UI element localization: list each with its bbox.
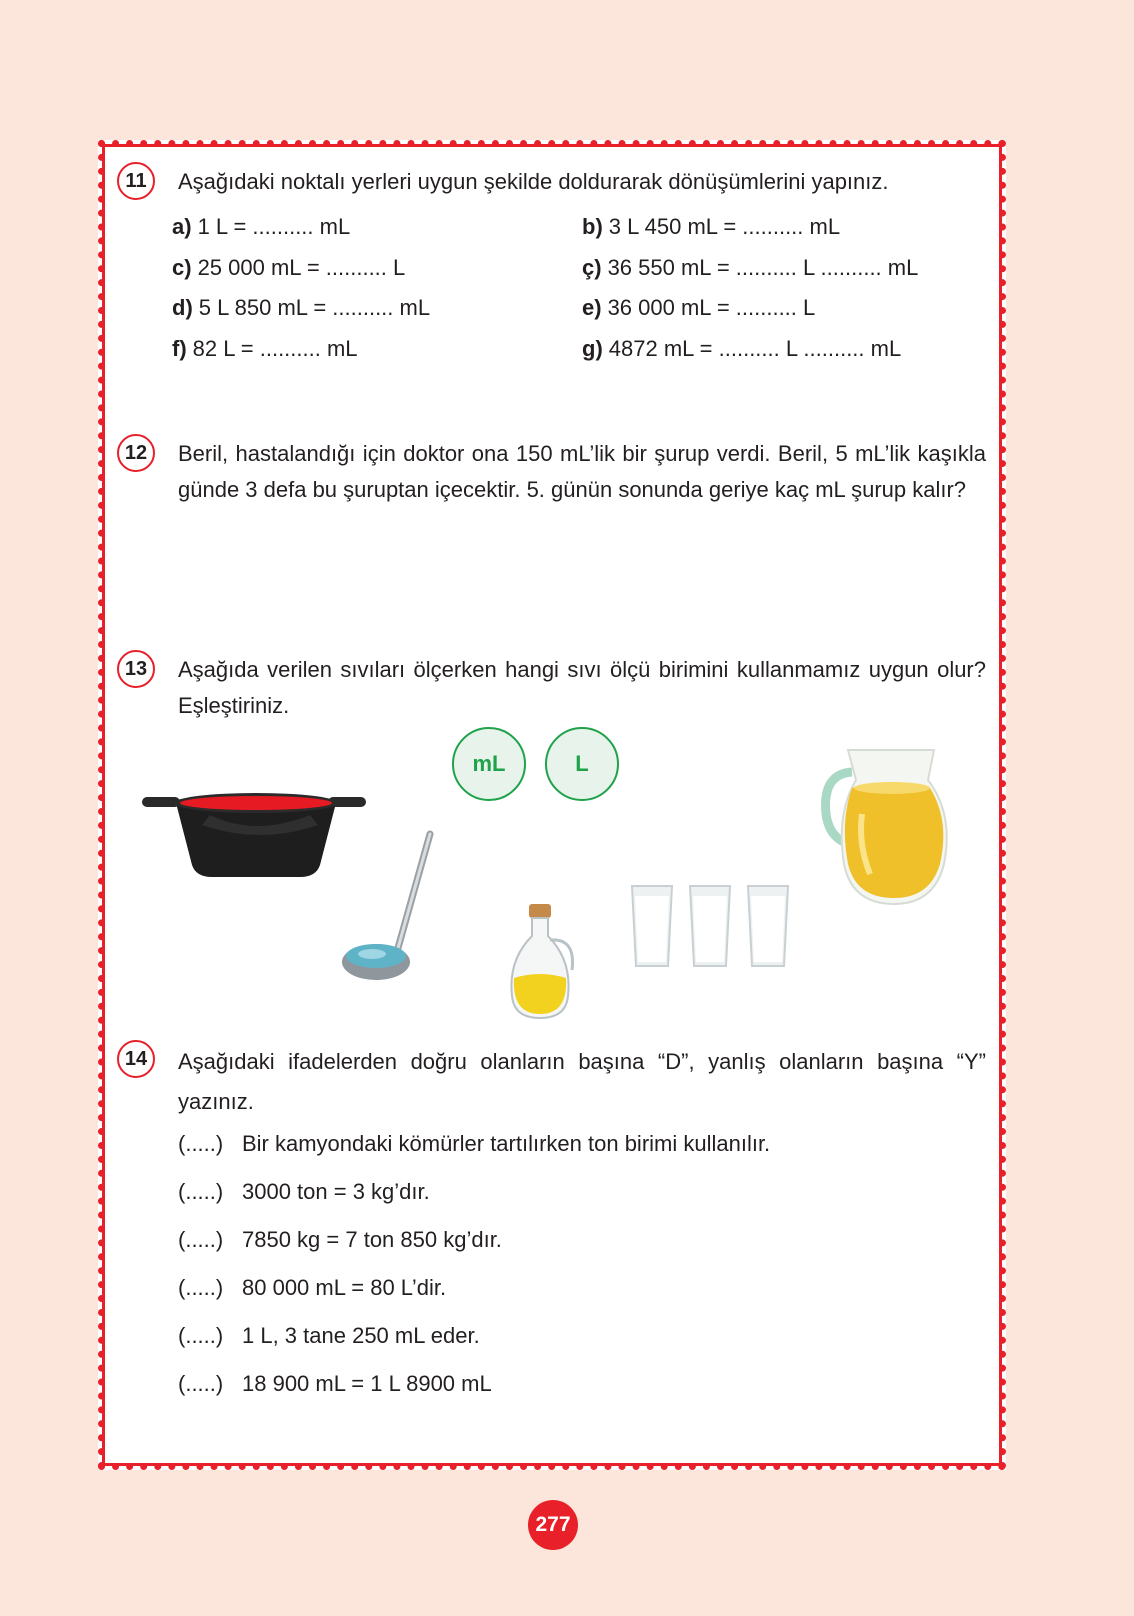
question-number-14: 14 <box>117 1040 155 1078</box>
q11-item-g: g) 4872 mL = .......... L .......... mL <box>582 336 902 361</box>
question-14-text: Aşağıdaki ifadelerden doğru olanların başına “D”, yanlış olanların başına “Y” yazınız. <box>178 1049 986 1114</box>
q11-item-c: c) 25 000 mL = .......... L <box>172 255 406 280</box>
answer-blank[interactable]: (.....) <box>178 1275 224 1300</box>
ladle-image[interactable] <box>336 828 446 988</box>
q11-item-e: e) 36 000 mL = .......... L <box>582 295 816 320</box>
question-12-text: Beril, hastalandığı için doktor ona 150 mL’lik bir şurup verdi. Beril, 5 mL’lik kaşıkla günde 3 defa bu şuruptan içecektir. 5. günün sonunda geriye kaç mL şurup kalır? <box>178 441 986 502</box>
tf-statement: (.....) 7850 kg = 7 ton 850 kg’dır. <box>178 1225 502 1255</box>
tf-statement: (.....) 80 000 mL = 80 L’dir. <box>178 1273 446 1303</box>
tf-statement: (.....) 18 900 mL = 1 L 8900 mL <box>178 1369 492 1399</box>
q11-item-a: a) 1 L = .......... mL <box>172 214 351 239</box>
question-number-13: 13 <box>117 650 155 688</box>
q11-item-b: b) 3 L 450 mL = .......... mL <box>582 214 841 239</box>
juice-jug-image[interactable] <box>812 744 954 912</box>
tf-statement: (.....) 3000 ton = 3 kg’dır. <box>178 1177 430 1207</box>
unit-ml-circle[interactable]: mL <box>452 727 526 801</box>
oil-bottle-image[interactable] <box>500 900 582 1025</box>
tf-statement: (.....) 1 L, 3 tane 250 mL eder. <box>178 1321 480 1351</box>
question-11-text: Aşağıdaki noktalı yerleri uygun şekilde doldurarak dönüşümlerini yapınız. <box>178 169 889 194</box>
milk-glasses-image[interactable] <box>628 882 794 972</box>
answer-blank[interactable]: (.....) <box>178 1227 224 1252</box>
tf-statement: (.....) Bir kamyondaki kömürler tartılırken ton birimi kullanılır. <box>178 1129 770 1159</box>
question-number-11: 11 <box>117 162 155 200</box>
answer-blank[interactable]: (.....) <box>178 1371 224 1396</box>
q11-item-cc: ç) 36 550 mL = .......... L .......... mL <box>582 255 919 280</box>
answer-blank[interactable]: (.....) <box>178 1323 224 1348</box>
answer-blank[interactable]: (.....) <box>178 1131 224 1156</box>
unit-l-circle[interactable]: L <box>545 727 619 801</box>
answer-blank[interactable]: (.....) <box>178 1179 224 1204</box>
q11-item-f: f) 82 L = .......... mL <box>172 336 358 361</box>
page-number: 277 <box>528 1500 578 1550</box>
q11-item-d: d) 5 L 850 mL = .......... mL <box>172 295 431 320</box>
question-13-text: Aşağıda verilen sıvıları ölçerken hangi sıvı ölçü birimini kullanmamız uygun olur? Eşleştiriniz. <box>178 657 986 718</box>
question-number-12: 12 <box>117 434 155 472</box>
